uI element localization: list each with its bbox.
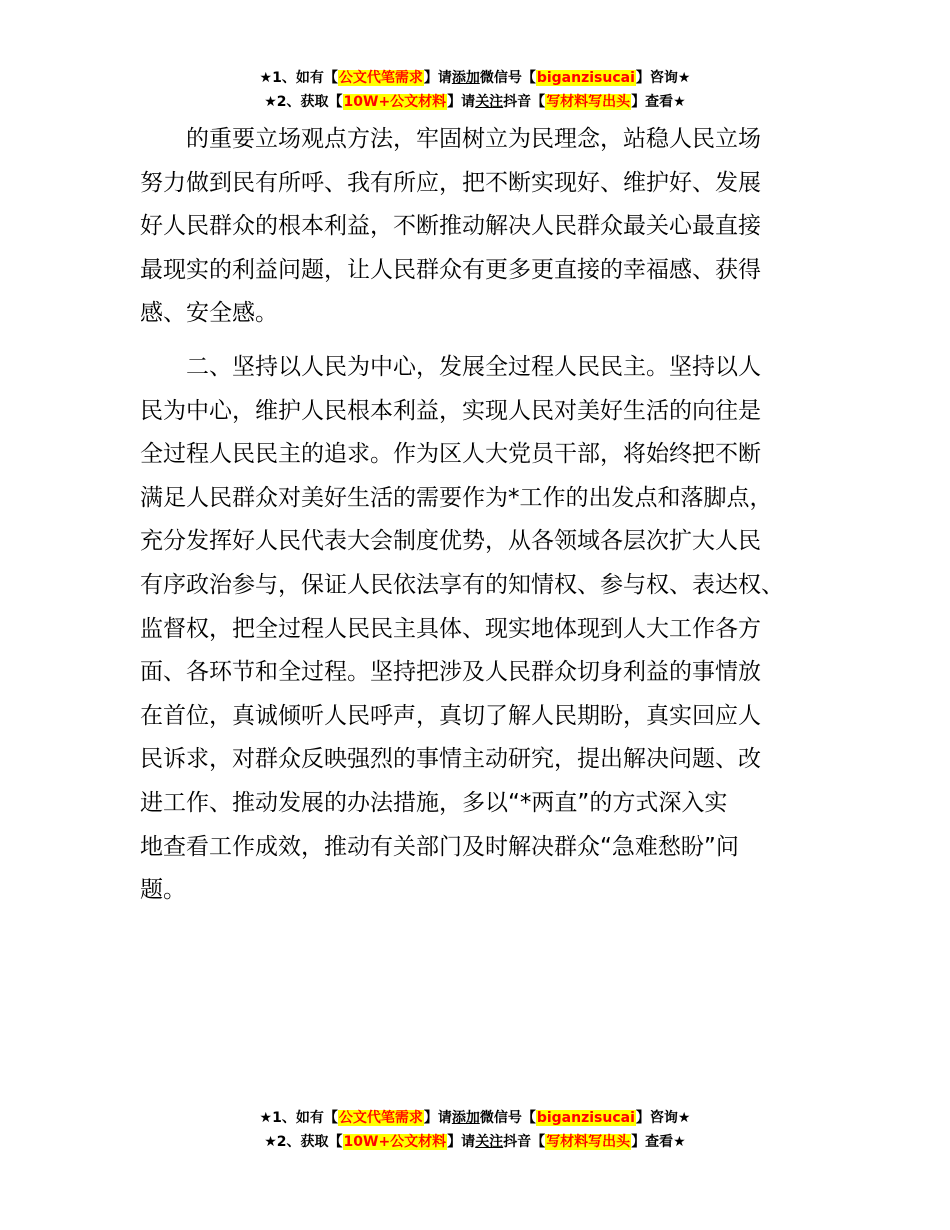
highlight-service: 公文代笔需求 (338, 1110, 423, 1126)
text-line: 的重要立场观点方法，牢固树立为民理念，站稳人民立场 (186, 126, 761, 152)
footer-line-1: ★1、如有【公文代笔需求】请添加微信号【biganzisucai】咨询★ (259, 1110, 691, 1126)
footer-line-2: ★2、获取【10W+公文材料】请关注抖音【写材料写出头】查看★ (264, 1134, 686, 1150)
text-line: 满足人民群众对美好生活的需要作为*工作的出发点和落脚点， (140, 484, 773, 511)
text-line: 二、坚持以人民为中心，发展全过程人民民主。坚持以人 (186, 353, 761, 380)
text-line: 地查看工作成效，推动有关部门及时解决群众“急难愁盼”问 (140, 833, 739, 860)
paragraph-gap (140, 336, 830, 346)
text-line: 监督权，把全过程人民民主具体、现实地体现到人大工作各方 (140, 615, 761, 642)
text-line: 感、安全感。 (140, 300, 278, 327)
paragraph-1 (140, 118, 830, 336)
highlight-wechat-id: biganzisucai (536, 70, 635, 86)
highlight-douyin-account: 写材料写出头 (546, 94, 631, 110)
text-line: 努力做到民有所呼、我有所应，把不断实现好、维护好、发展 (140, 169, 761, 196)
paragraph-2 (140, 346, 830, 913)
highlight-douyin-account: 写材料写出头 (546, 1134, 631, 1150)
text-line: 进工作、推动发展的办法措施，多以“*两直”的方式深入实 (140, 789, 728, 816)
document-body (140, 118, 830, 913)
text-line: 有序政治参与，保证人民依法享有的知情权、参与权、表达权、 (140, 571, 784, 598)
header-line-1: ★1、如有【公文代笔需求】请添加微信号【biganzisucai】咨询★ (259, 70, 691, 86)
text-line: 在首位，真诚倾听人民呼声，真切了解人民期盼，真实回应人 (140, 702, 761, 729)
footer-banner (0, 1106, 950, 1154)
highlight-wechat-id: biganzisucai (536, 1110, 635, 1126)
header-line-2: ★2、获取【10W+公文材料】请关注抖音【写材料写出头】查看★ (264, 94, 686, 110)
text-line: 好人民群众的根本利益，不断推动解决人民群众最关心最直接 (140, 213, 761, 240)
text-line: 全过程人民民主的追求。作为区人大党员干部，将始终把不断 (140, 441, 761, 468)
text-line: 民为中心，维护人民根本利益，实现人民对美好生活的向往是 (140, 397, 761, 424)
text-line: 充分发挥好人民代表大会制度优势，从各领域各层次扩大人民 (140, 528, 761, 555)
header-banner (0, 66, 950, 114)
text-line: 题。 (140, 877, 186, 904)
text-line: 面、各环节和全过程。坚持把涉及人民群众切身利益的事情放 (140, 659, 761, 686)
highlight-service: 公文代笔需求 (338, 70, 423, 86)
highlight-materials: 10W+公文材料 (343, 1134, 447, 1150)
text-line: 民诉求，对群众反映强烈的事情主动研究，提出解决问题、改 (140, 746, 761, 773)
text-line: 最现实的利益问题，让人民群众有更多更直接的幸福感、获得 (140, 256, 761, 283)
highlight-materials: 10W+公文材料 (343, 94, 447, 110)
